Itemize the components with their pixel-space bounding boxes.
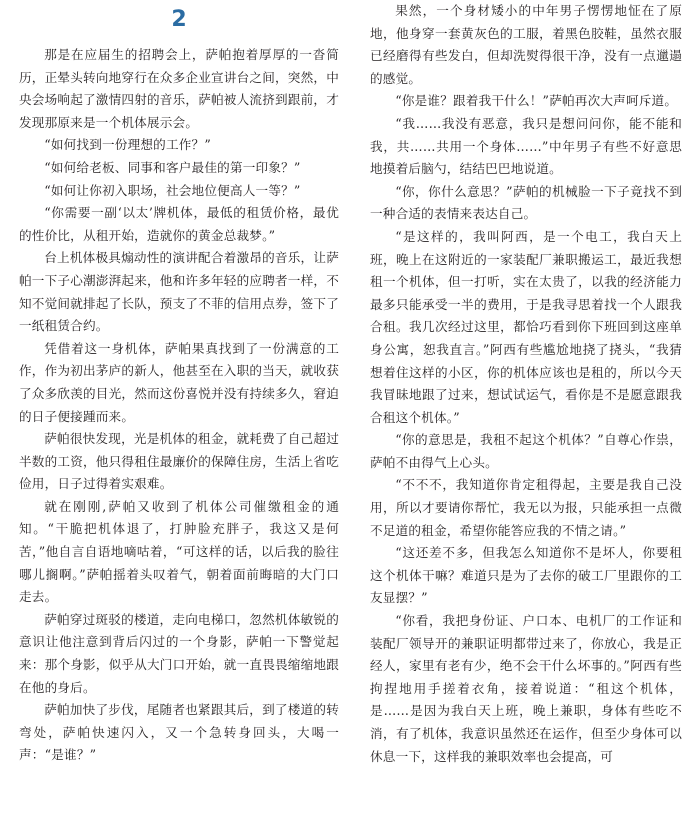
paragraph: “你的意思是，我租不起这个机体？”自尊心作祟，萨帕不由得气上心头。 bbox=[370, 432, 682, 470]
paragraph: 萨帕加快了步伐，尾随者也紧跟其后，到了楼道的转弯处，萨帕快速闪入，又一个急转身回头，大喝一声：“是谁？” bbox=[19, 702, 339, 763]
paragraph: “如何找到一份理想的工作？” bbox=[44, 137, 211, 153]
paragraph: “这还差不多，但我怎么知道你不是坏人，你要租这个机体干嘛？难道只是为了去你的破工厂里跟你的工友显摆？” bbox=[370, 545, 682, 606]
paragraph: “我……我没有恶意，我只是想问问你，能不能和我，共……共用一个身体……”中年男子有些不好意思地摸着后脑勺，结结巴巴地说道。 bbox=[370, 115, 682, 177]
paragraph: “你是谁？跟着我干什么！”萨帕再次大声呵斥道。 bbox=[395, 93, 678, 109]
paragraph: “你，你什么意思？”萨帕的机械脸一下子竟找不到一种合适的表情来表达自己。 bbox=[370, 183, 682, 222]
paragraph: “你看，我把身份证、户口本、电机厂的工作证和装配厂领导开的兼职证明都带过来了，你放心，我是正经人，家里有老有少，绝不会干什么坏事的。”阿西有些拘捏地用手搓着衣角，接着说道：“租这个机体，是……是因为我白天上班，晚上兼职，身体有些吃不消，有了机体，我意识虽然还在运作，但至少身体可以休息一下，这样我的兼职效率也会提高，可 bbox=[370, 613, 682, 764]
paragraph: 就在刚刚,萨帕又收到了机体公司催缴租金的通知。“干脆把机体退了，打肿脸充胖子，我这又是何苦，”他自言自语地嘀咕着，“可这样的话，以后我的脸往哪儿搁啊。”萨帕摇着头叹着气，朝着面前晦暗的大门口走去。 bbox=[19, 498, 339, 605]
paragraph: “如何给老板、同事和客户最佳的第一印象？” bbox=[44, 159, 301, 175]
paragraph: 台上机体极具煽动性的演讲配合着激昂的音乐，让萨帕一下子心潮澎湃起来，他和许多年轻的应聘者一样，不知不觉间就排起了长队，预支了不菲的信用点券，签下了一纸租赁合约。 bbox=[19, 250, 339, 334]
left-column bbox=[19, 0, 339, 767]
right-column bbox=[370, 0, 682, 768]
chapter-number: 2 bbox=[171, 7, 187, 32]
paragraph: 那是在应届生的招聘会上，萨帕抱着厚厚的一沓简历，正晕头转向地穿行在众多企业宣讲台之间，突然，中央会场响起了激情四射的音乐，萨帕被人流挤到跟前，才发现那原来是一个机体展示会。 bbox=[19, 47, 339, 130]
paragraph: 凭借着这一身机体，萨帕果真找到了一份满意的工作，作为初出茅庐的新人，他甚至在入职的当天，就收获了众多欣羡的目光，然而这份喜悦并没有持续多久，窘迫的日子便接踵而来。 bbox=[19, 340, 339, 424]
paragraph: “是这样的，我叫阿西，是一个电工，我白天上班，晚上在这附近的一家装配厂兼职搬运工，最近我想租一个机体，但一打听，实在太贵了，以我的经济能力最多只能承受一半的费用，于是我寻思着找一个人跟我合租。我几次经过这里，都恰巧看到你下班回到这座单身公寓，恕我直言。”阿西有些尴尬地挠了挠头，“我猜想着住这样的小区，你的机体应该也是租的，所以今天我冒昧地跟了过来，想试试运气，看你是不是愿意跟我合租这个机体。” bbox=[370, 228, 682, 425]
paragraph: “你需要一副‘以太’牌机体，最低的租赁价格，最优的性价比，从租开始，造就你的黄金总裁梦。” bbox=[19, 205, 339, 243]
paragraph: 萨帕穿过斑驳的楼道，走向电梯口，忽然机体敏锐的意识让他注意到背后闪过的一个身影，萨帕一下警觉起来：那个身影，似乎从大门口开始，就一直畏畏缩缩地跟在他的身后。 bbox=[19, 611, 339, 695]
paragraph: 萨帕很快发现，光是机体的租金，就耗费了自己超过半数的工资，他只得租住最廉价的保障住房，生活上省吃俭用，日子过得着实艰难。 bbox=[19, 431, 339, 492]
paragraph: “如何让你初入职场，社会地位便高人一等？” bbox=[44, 182, 301, 198]
paragraph: 果然，一个身材矮小的中年男子愣愣地怔在了原地，他身穿一套黄灰色的工服，着黑色胶鞋，虽然衣服已经磨得有些发白，但却洗熨得很干净，没有一点邋遢的感觉。 bbox=[370, 3, 682, 86]
paragraph: “不不不，我知道你肯定租得起，主要是我自己没用，所以才要请你帮忙，我无以为报，只能承担一点微不足道的租金，希望你能答应我的不情之请。” bbox=[370, 477, 682, 538]
